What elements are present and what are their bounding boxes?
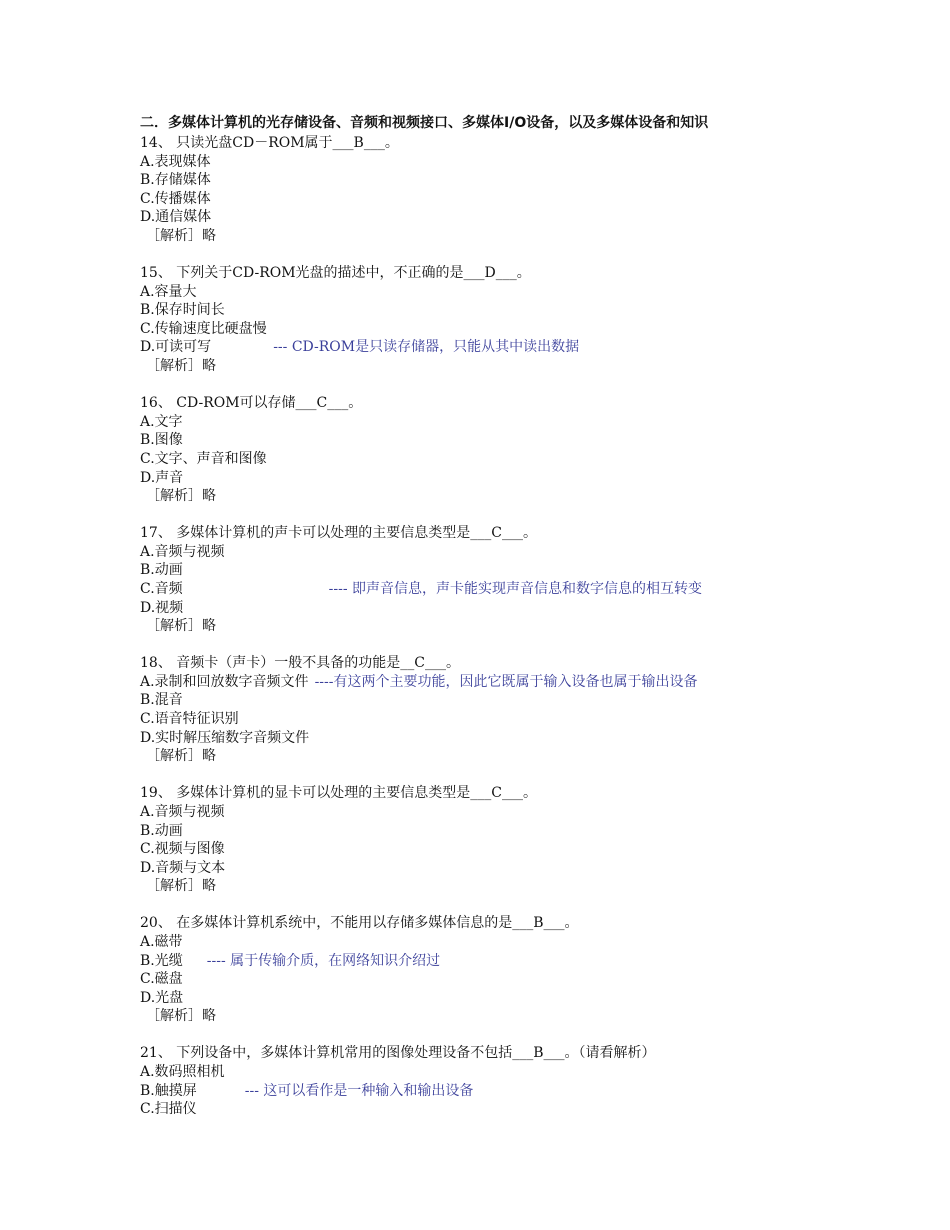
- answer-option: [140, 283, 930, 302]
- option-note: --- 这可以看作是一种输入和输出设备: [244, 1082, 474, 1099]
- answer-option: [140, 859, 930, 878]
- option-note: ---- 属于传输介质，在网络知识介绍过: [206, 952, 441, 969]
- answer-option: [140, 710, 930, 729]
- question-stem: 18、 音频卡（声卡）一般不具备的功能是__C___。: [140, 655, 460, 672]
- option-text: A.表现媒体: [140, 153, 211, 170]
- option-text: C.磁盘: [140, 971, 183, 988]
- option-text: A.音频与视频: [140, 543, 225, 560]
- answer-option: [140, 413, 930, 432]
- question-stem: 14、 只读光盘CD－ROM属于___B___。: [140, 135, 399, 151]
- analysis-line: ［解析］略: [146, 1008, 216, 1025]
- answer-option: [140, 450, 930, 469]
- answer-option: [140, 153, 930, 172]
- answer-option: [140, 803, 930, 822]
- question-stem: 15、 下列关于CD-ROM光盘的描述中，不正确的是___D___。: [140, 265, 531, 282]
- answer-option: [140, 338, 930, 357]
- answer-option: [140, 301, 930, 320]
- option-text: B.动画: [140, 822, 183, 839]
- option-text: D.视频: [140, 599, 184, 616]
- option-text: B.混音: [140, 692, 183, 709]
- answer-option: [140, 561, 930, 580]
- analysis-line: ［解析］略: [146, 358, 216, 375]
- option-note: ----有这两个主要功能，因此它既属于输入设备也属于输出设备: [314, 673, 698, 690]
- question-block: [140, 1044, 930, 1118]
- answer-option: [140, 952, 930, 971]
- answer-option: [140, 580, 930, 599]
- analysis-line: ［解析］略: [146, 618, 216, 635]
- option-text: A.数码照相机: [140, 1064, 225, 1081]
- answer-option: [140, 543, 930, 562]
- option-text: D.光盘: [140, 989, 184, 1006]
- question-list: [140, 134, 930, 1119]
- answer-option: [140, 729, 930, 748]
- option-text: C.传播媒体: [140, 190, 211, 207]
- answer-option: [140, 989, 930, 1008]
- answer-option: [140, 599, 930, 618]
- answer-option: [140, 822, 930, 841]
- option-text: B.动画: [140, 562, 183, 579]
- answer-option: [140, 1063, 930, 1082]
- document-page: [140, 112, 930, 1137]
- question-block: [140, 784, 930, 896]
- question-block: [140, 914, 930, 1026]
- question-stem: 16、 CD-ROM可以存储___C___。: [140, 395, 363, 412]
- option-text: D.可读可写: [140, 339, 212, 356]
- option-text: C.语音特征识别: [140, 711, 239, 728]
- answer-option: [140, 171, 930, 190]
- answer-option: [140, 933, 930, 952]
- option-text: C.音频: [140, 580, 183, 597]
- section-title: 二．多媒体计算机的光存储设备、音频和视频接口、多媒体I/O设备，以及多媒体设备和知识: [140, 115, 709, 131]
- option-text: B.光缆: [140, 952, 183, 969]
- question-block: [140, 264, 930, 376]
- analysis-line: ［解析］略: [146, 748, 216, 765]
- option-text: D.声音: [140, 469, 184, 486]
- question-stem: 17、 多媒体计算机的声卡可以处理的主要信息类型是___C___。: [140, 525, 537, 542]
- option-note: ---- 即声音信息，声卡能实现声音信息和数字信息的相互转变: [328, 580, 703, 597]
- analysis-line: ［解析］略: [146, 488, 216, 505]
- option-text: C.视频与图像: [140, 841, 225, 858]
- question-block: [140, 134, 930, 246]
- question-stem: 19、 多媒体计算机的显卡可以处理的主要信息类型是___C___。: [140, 785, 537, 802]
- option-text: A.录制和回放数字音频文件: [140, 673, 309, 690]
- option-text: D.音频与文本: [140, 859, 226, 876]
- question-stem: 20、 在多媒体计算机系统中，不能用以存储多媒体信息的是___B___。: [140, 915, 579, 932]
- question-block: [140, 524, 930, 636]
- answer-option: [140, 320, 930, 339]
- question-block: [140, 654, 930, 766]
- option-text: A.容量大: [140, 283, 197, 300]
- analysis-line: ［解析］略: [146, 227, 216, 244]
- option-text: C.文字、声音和图像: [140, 450, 267, 467]
- answer-option: [140, 431, 930, 450]
- option-text: B.触摸屏: [140, 1082, 197, 1099]
- option-text: D.实时解压缩数字音频文件: [140, 729, 310, 746]
- option-text: A.文字: [140, 413, 183, 430]
- answer-option: [140, 840, 930, 859]
- option-text: C.传输速度比硬盘慢: [140, 320, 267, 337]
- option-text: C.扫描仪: [140, 1101, 197, 1118]
- option-text: B.图像: [140, 432, 183, 449]
- option-text: B.保存时间长: [140, 302, 225, 319]
- option-text: A.磁带: [140, 933, 183, 950]
- option-text: B.存储媒体: [140, 172, 211, 189]
- answer-option: [140, 1082, 930, 1101]
- question-block: [140, 394, 930, 506]
- answer-option: [140, 190, 930, 209]
- question-stem: 21、 下列设备中，多媒体计算机常用的图像处理设备不包括___B___。（请看解析）: [140, 1045, 656, 1062]
- option-note: --- CD-ROM是只读存储器，只能从其中读出数据: [273, 339, 580, 356]
- answer-option: [140, 970, 930, 989]
- answer-option: [140, 1100, 930, 1119]
- answer-option: [140, 691, 930, 710]
- option-text: A.音频与视频: [140, 803, 225, 820]
- answer-option: [140, 673, 930, 692]
- answer-option: [140, 469, 930, 488]
- analysis-line: ［解析］略: [146, 878, 216, 895]
- option-text: D.通信媒体: [140, 209, 212, 226]
- answer-option: [140, 208, 930, 227]
